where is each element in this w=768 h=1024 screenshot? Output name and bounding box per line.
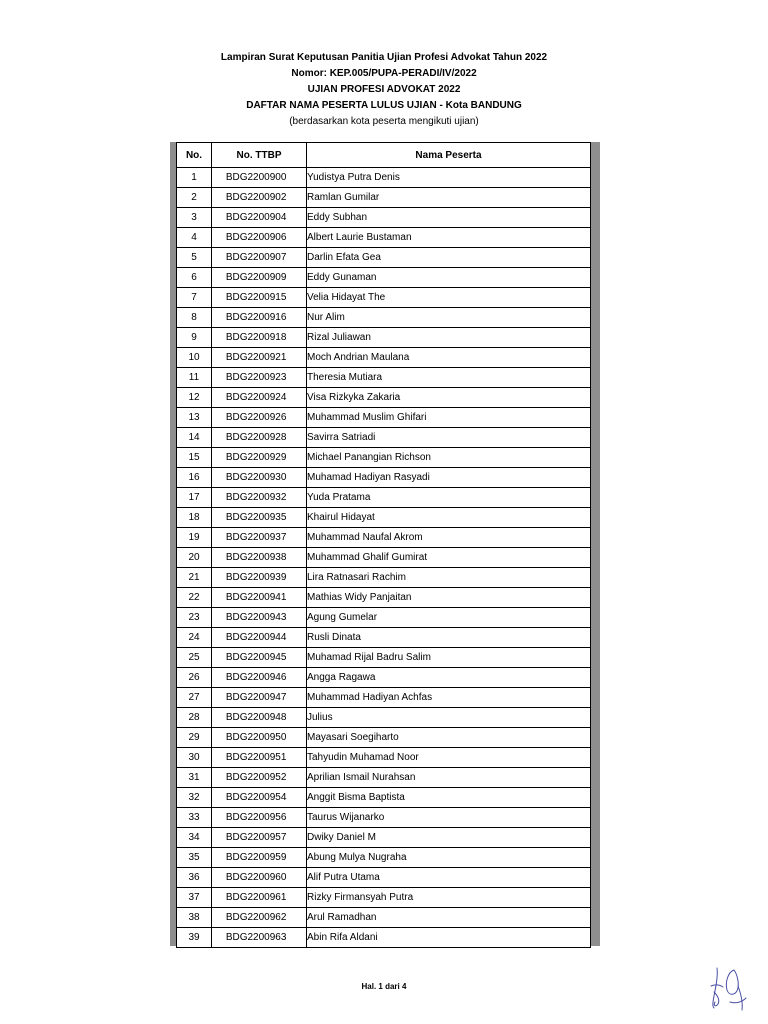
ttbp-prefix: BDG — [212, 628, 248, 648]
document-header — [0, 50, 768, 130]
list-subtitle: (berdasarkan kota peserta mengikuti ujian) — [289, 116, 479, 127]
participant-name: Julius — [307, 708, 591, 728]
row-number: 24 — [177, 628, 212, 648]
ttbp-prefix: BDG — [212, 348, 248, 368]
table-row — [177, 608, 591, 628]
ttbp-prefix: BDG — [212, 788, 248, 808]
row-number: 34 — [177, 828, 212, 848]
table-row — [177, 488, 591, 508]
ttbp-prefix: BDG — [212, 408, 248, 428]
table-row — [177, 348, 591, 368]
ttbp-number: 2200938 — [248, 548, 307, 568]
row-number: 29 — [177, 728, 212, 748]
participant-name: Theresia Mutiara — [307, 368, 591, 388]
column-header-name: Nama Peserta — [307, 143, 591, 168]
participant-name: Moch Andrian Maulana — [307, 348, 591, 368]
participant-name: Nur Alim — [307, 308, 591, 328]
participant-name: Michael Panangian Richson — [307, 448, 591, 468]
table-row — [177, 868, 591, 888]
row-number: 21 — [177, 568, 212, 588]
participant-name: Eddy Gunaman — [307, 268, 591, 288]
table-row — [177, 888, 591, 908]
ttbp-number: 2200941 — [248, 588, 307, 608]
ttbp-prefix: BDG — [212, 748, 248, 768]
row-number: 1 — [177, 168, 212, 188]
table-row — [177, 188, 591, 208]
table-row — [177, 648, 591, 668]
row-number: 26 — [177, 668, 212, 688]
ttbp-number: 2200902 — [248, 188, 307, 208]
participant-name: Lira Ratnasari Rachim — [307, 568, 591, 588]
table-row — [177, 468, 591, 488]
ttbp-prefix: BDG — [212, 808, 248, 828]
participant-name: Anggit Bisma Baptista — [307, 788, 591, 808]
row-number: 27 — [177, 688, 212, 708]
ttbp-prefix: BDG — [212, 528, 248, 548]
ttbp-number: 2200930 — [248, 468, 307, 488]
row-number: 32 — [177, 788, 212, 808]
ttbp-number: 2200929 — [248, 448, 307, 468]
participant-name: Muhamad Rijal Badru Salim — [307, 648, 591, 668]
participant-name: Muhammad Muslim Ghifari — [307, 408, 591, 428]
participant-table — [176, 142, 591, 948]
participant-name: Yudistya Putra Denis — [307, 168, 591, 188]
row-number: 22 — [177, 588, 212, 608]
table-row — [177, 368, 591, 388]
participant-name: Dwiky Daniel M — [307, 828, 591, 848]
decree-number: Nomor: KEP.005/PUPA-PERADI/IV/2022 — [291, 68, 477, 79]
row-number: 18 — [177, 508, 212, 528]
row-number: 16 — [177, 468, 212, 488]
table-row — [177, 628, 591, 648]
ttbp-number: 2200951 — [248, 748, 307, 768]
ttbp-prefix: BDG — [212, 928, 248, 948]
table-row — [177, 688, 591, 708]
ttbp-number: 2200939 — [248, 568, 307, 588]
ttbp-number: 2200950 — [248, 728, 307, 748]
ttbp-number: 2200956 — [248, 808, 307, 828]
participant-name: Savirra Satriadi — [307, 428, 591, 448]
ttbp-number: 2200961 — [248, 888, 307, 908]
table-row — [177, 908, 591, 928]
row-number: 9 — [177, 328, 212, 348]
exam-title: UJIAN PROFESI ADVOKAT 2022 — [307, 84, 461, 95]
row-number: 3 — [177, 208, 212, 228]
table-row — [177, 408, 591, 428]
row-number: 36 — [177, 868, 212, 888]
ttbp-number: 2200916 — [248, 308, 307, 328]
ttbp-prefix: BDG — [212, 648, 248, 668]
ttbp-prefix: BDG — [212, 188, 248, 208]
ttbp-prefix: BDG — [212, 608, 248, 628]
table-row — [177, 328, 591, 348]
ttbp-prefix: BDG — [212, 448, 248, 468]
participant-name: Taurus Wijanarko — [307, 808, 591, 828]
ttbp-prefix: BDG — [212, 848, 248, 868]
participant-name: Muhammad Naufal Akrom — [307, 528, 591, 548]
participant-name: Darlin Efata Gea — [307, 248, 591, 268]
row-number: 28 — [177, 708, 212, 728]
table-body — [177, 168, 591, 948]
list-title: DAFTAR NAMA PESERTA LULUS UJIAN - Kota BANDUNG — [246, 100, 522, 111]
participant-name: Rusli Dinata — [307, 628, 591, 648]
ttbp-number: 2200960 — [248, 868, 307, 888]
participant-name: Khairul Hidayat — [307, 508, 591, 528]
table-row — [177, 848, 591, 868]
participant-name: Mayasari Soegiharto — [307, 728, 591, 748]
row-number: 15 — [177, 448, 212, 468]
table-row — [177, 208, 591, 228]
table-row — [177, 508, 591, 528]
row-number: 39 — [177, 928, 212, 948]
participant-name: Angga Ragawa — [307, 668, 591, 688]
row-number: 35 — [177, 848, 212, 868]
row-number: 5 — [177, 248, 212, 268]
table-shadow-right — [590, 142, 600, 946]
table-row — [177, 388, 591, 408]
ttbp-prefix: BDG — [212, 708, 248, 728]
row-number: 14 — [177, 428, 212, 448]
ttbp-prefix: BDG — [212, 668, 248, 688]
ttbp-number: 2200906 — [248, 228, 307, 248]
ttbp-number: 2200959 — [248, 848, 307, 868]
ttbp-prefix: BDG — [212, 288, 248, 308]
participant-name: Tahyudin Muhamad Noor — [307, 748, 591, 768]
ttbp-number: 2200918 — [248, 328, 307, 348]
ttbp-prefix: BDG — [212, 488, 248, 508]
table-row — [177, 308, 591, 328]
ttbp-number: 2200900 — [248, 168, 307, 188]
ttbp-number: 2200945 — [248, 648, 307, 668]
ttbp-prefix: BDG — [212, 568, 248, 588]
row-number: 31 — [177, 768, 212, 788]
table-row — [177, 748, 591, 768]
ttbp-prefix: BDG — [212, 328, 248, 348]
ttbp-prefix: BDG — [212, 508, 248, 528]
ttbp-number: 2200954 — [248, 788, 307, 808]
participant-name: Albert Laurie Bustaman — [307, 228, 591, 248]
row-number: 13 — [177, 408, 212, 428]
participant-name: Agung Gumelar — [307, 608, 591, 628]
table-row — [177, 768, 591, 788]
column-header-no: No. — [177, 143, 212, 168]
ttbp-prefix: BDG — [212, 548, 248, 568]
column-header-ttbp: No. TTBP — [212, 143, 307, 168]
table-row — [177, 568, 591, 588]
row-number: 4 — [177, 228, 212, 248]
participant-name: Abin Rifa Aldani — [307, 928, 591, 948]
ttbp-number: 2200948 — [248, 708, 307, 728]
ttbp-prefix: BDG — [212, 428, 248, 448]
ttbp-number: 2200924 — [248, 388, 307, 408]
page-number: Hal. 1 dari 4 — [361, 982, 407, 991]
table-row — [177, 808, 591, 828]
ttbp-number: 2200943 — [248, 608, 307, 628]
row-number: 19 — [177, 528, 212, 548]
participant-name: Velia Hidayat The — [307, 288, 591, 308]
ttbp-number: 2200907 — [248, 248, 307, 268]
participant-name: Alif Putra Utama — [307, 868, 591, 888]
ttbp-prefix: BDG — [212, 248, 248, 268]
ttbp-number: 2200935 — [248, 508, 307, 528]
ttbp-number: 2200944 — [248, 628, 307, 648]
table-row — [177, 288, 591, 308]
ttbp-number: 2200952 — [248, 768, 307, 788]
participant-name: Abung Mulya Nugraha — [307, 848, 591, 868]
ttbp-prefix: BDG — [212, 368, 248, 388]
ttbp-number: 2200921 — [248, 348, 307, 368]
participant-name: Muhammad Hadiyan Achfas — [307, 688, 591, 708]
ttbp-prefix: BDG — [212, 228, 248, 248]
ttbp-number: 2200946 — [248, 668, 307, 688]
table-row — [177, 708, 591, 728]
decree-title: Lampiran Surat Keputusan Panitia Ujian Profesi Advokat Tahun 2022 — [220, 52, 548, 63]
ttbp-number: 2200963 — [248, 928, 307, 948]
ttbp-prefix: BDG — [212, 888, 248, 908]
row-number: 12 — [177, 388, 212, 408]
ttbp-number: 2200932 — [248, 488, 307, 508]
ttbp-number: 2200957 — [248, 828, 307, 848]
table-row — [177, 928, 591, 948]
ttbp-prefix: BDG — [212, 588, 248, 608]
ttbp-number: 2200947 — [248, 688, 307, 708]
ttbp-prefix: BDG — [212, 768, 248, 788]
ttbp-number: 2200923 — [248, 368, 307, 388]
row-number: 6 — [177, 268, 212, 288]
ttbp-number: 2200928 — [248, 428, 307, 448]
ttbp-prefix: BDG — [212, 388, 248, 408]
ttbp-prefix: BDG — [212, 728, 248, 748]
table-row — [177, 228, 591, 248]
row-number: 37 — [177, 888, 212, 908]
participant-name: Eddy Subhan — [307, 208, 591, 228]
ttbp-prefix: BDG — [212, 468, 248, 488]
ttbp-prefix: BDG — [212, 868, 248, 888]
table-row — [177, 168, 591, 188]
row-number: 20 — [177, 548, 212, 568]
table-row — [177, 588, 591, 608]
table-row — [177, 448, 591, 468]
ttbp-number: 2200915 — [248, 288, 307, 308]
ttbp-prefix: BDG — [212, 908, 248, 928]
participant-name: Ramlan Gumilar — [307, 188, 591, 208]
table-row — [177, 528, 591, 548]
row-number: 30 — [177, 748, 212, 768]
table-row — [177, 428, 591, 448]
participant-name: Mathias Widy Panjaitan — [307, 588, 591, 608]
table-row — [177, 248, 591, 268]
row-number: 11 — [177, 368, 212, 388]
row-number: 8 — [177, 308, 212, 328]
ttbp-number: 2200904 — [248, 208, 307, 228]
ttbp-prefix: BDG — [212, 308, 248, 328]
row-number: 33 — [177, 808, 212, 828]
participant-name: Muhammad Ghalif Gumirat — [307, 548, 591, 568]
ttbp-prefix: BDG — [212, 168, 248, 188]
participant-name: Visa Rizkyka Zakaria — [307, 388, 591, 408]
table-row — [177, 728, 591, 748]
ttbp-prefix: BDG — [212, 828, 248, 848]
ttbp-number: 2200937 — [248, 528, 307, 548]
participant-name: Rizky Firmansyah Putra — [307, 888, 591, 908]
row-number: 7 — [177, 288, 212, 308]
ttbp-number: 2200909 — [248, 268, 307, 288]
participant-name: Muhamad Hadiyan Rasyadi — [307, 468, 591, 488]
table-row — [177, 788, 591, 808]
participant-name: Yuda Pratama — [307, 488, 591, 508]
row-number: 25 — [177, 648, 212, 668]
participant-name: Aprilian Ismail Nurahsan — [307, 768, 591, 788]
ttbp-number: 2200962 — [248, 908, 307, 928]
participant-name: Rizal Juliawan — [307, 328, 591, 348]
row-number: 23 — [177, 608, 212, 628]
table-header-row — [177, 143, 591, 168]
ttbp-prefix: BDG — [212, 208, 248, 228]
ttbp-number: 2200926 — [248, 408, 307, 428]
handwritten-signature — [708, 962, 758, 1016]
ttbp-prefix: BDG — [212, 268, 248, 288]
table-row — [177, 548, 591, 568]
row-number: 10 — [177, 348, 212, 368]
table-row — [177, 268, 591, 288]
table-row — [177, 828, 591, 848]
table-row — [177, 668, 591, 688]
ttbp-prefix: BDG — [212, 688, 248, 708]
row-number: 17 — [177, 488, 212, 508]
row-number: 38 — [177, 908, 212, 928]
row-number: 2 — [177, 188, 212, 208]
participant-name: Arul Ramadhan — [307, 908, 591, 928]
